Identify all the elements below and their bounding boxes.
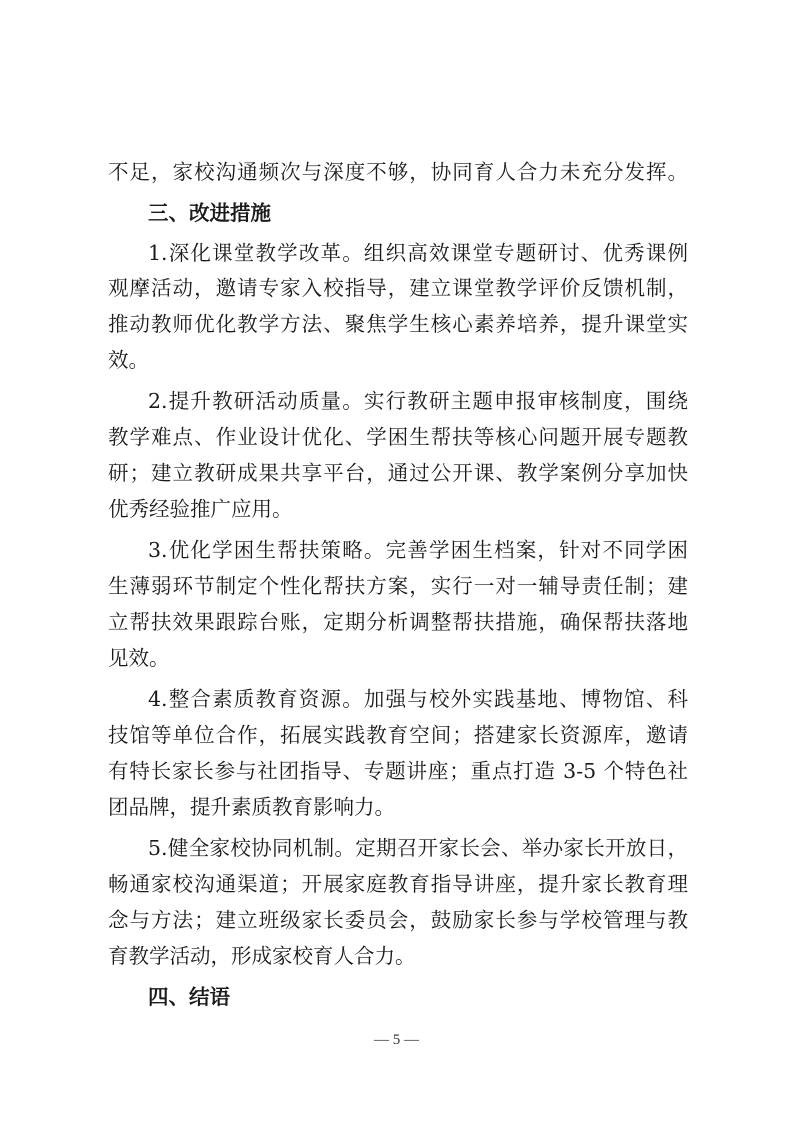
paragraph-1-line: 1.深化课堂教学改革。组织高效课堂专题研讨、优秀课例 [148, 241, 688, 265]
paragraph-2-line: 优秀经验推广应用。 [108, 497, 293, 521]
page-number: — 5 — [374, 1032, 419, 1048]
paragraph-3-line: 生薄弱环节制定个性化帮扶方案，实行一对一辅导责任制；建 [108, 574, 688, 598]
body-text-line: 不足，家校沟通频次与深度不够，协同育人合力未充分发挥。 [108, 160, 688, 184]
paragraph-1-line: 效。 [108, 348, 149, 372]
paragraph-4-line: 技馆等单位合作，拓展实践教育空间；搭建家长资源库，邀请 [108, 723, 688, 747]
paragraph-3-line: 见效。 [108, 646, 170, 670]
paragraph-5-line: 5.健全家校协同机制。定期召开家长会、举办家长开放日， [148, 836, 688, 860]
paragraph-2-line: 研；建立教研成果共享平台，通过公开课、教学案例分享加快 [108, 461, 688, 485]
paragraph-2-line: 教学难点、作业设计优化、学困生帮扶等核心问题开展专题教 [108, 425, 688, 449]
paragraph-5-line: 畅通家校沟通渠道；开展家庭教育指导讲座，提升家长教育理 [108, 872, 688, 896]
paragraph-4-line: 团品牌，提升素质教育影响力。 [108, 795, 395, 819]
section-heading-improvements: 三、改进措施 [148, 201, 271, 225]
paragraph-3-line: 3.优化学困生帮扶策略。完善学困生档案，针对不同学困 [148, 538, 688, 562]
paragraph-5-line: 念与方法；建立班级家长委员会，鼓励家长参与学校管理与教 [108, 908, 688, 932]
paragraph-4-line: 有特长家长参与社团指导、专题讲座；重点打造 3-5 个特色社 [108, 759, 688, 783]
paragraph-3-line: 立帮扶效果跟踪台账，定期分析调整帮扶措施，确保帮扶落地 [108, 610, 688, 634]
paragraph-4-line: 4.整合素质教育资源。加强与校外实践基地、博物馆、科 [148, 687, 688, 711]
paragraph-1-line: 观摩活动，邀请专家入校指导，建立课堂教学评价反馈机制， [108, 276, 688, 300]
section-heading-conclusion: 四、结语 [148, 985, 230, 1009]
paragraph-1-line: 推动教师优化教学方法、聚焦学生核心素养培养，提升课堂实 [108, 312, 688, 336]
paragraph-5-line: 育教学活动，形成家校育人合力。 [108, 944, 416, 968]
paragraph-2-line: 2.提升教研活动质量。实行教研主题申报审核制度，围绕 [148, 389, 688, 413]
